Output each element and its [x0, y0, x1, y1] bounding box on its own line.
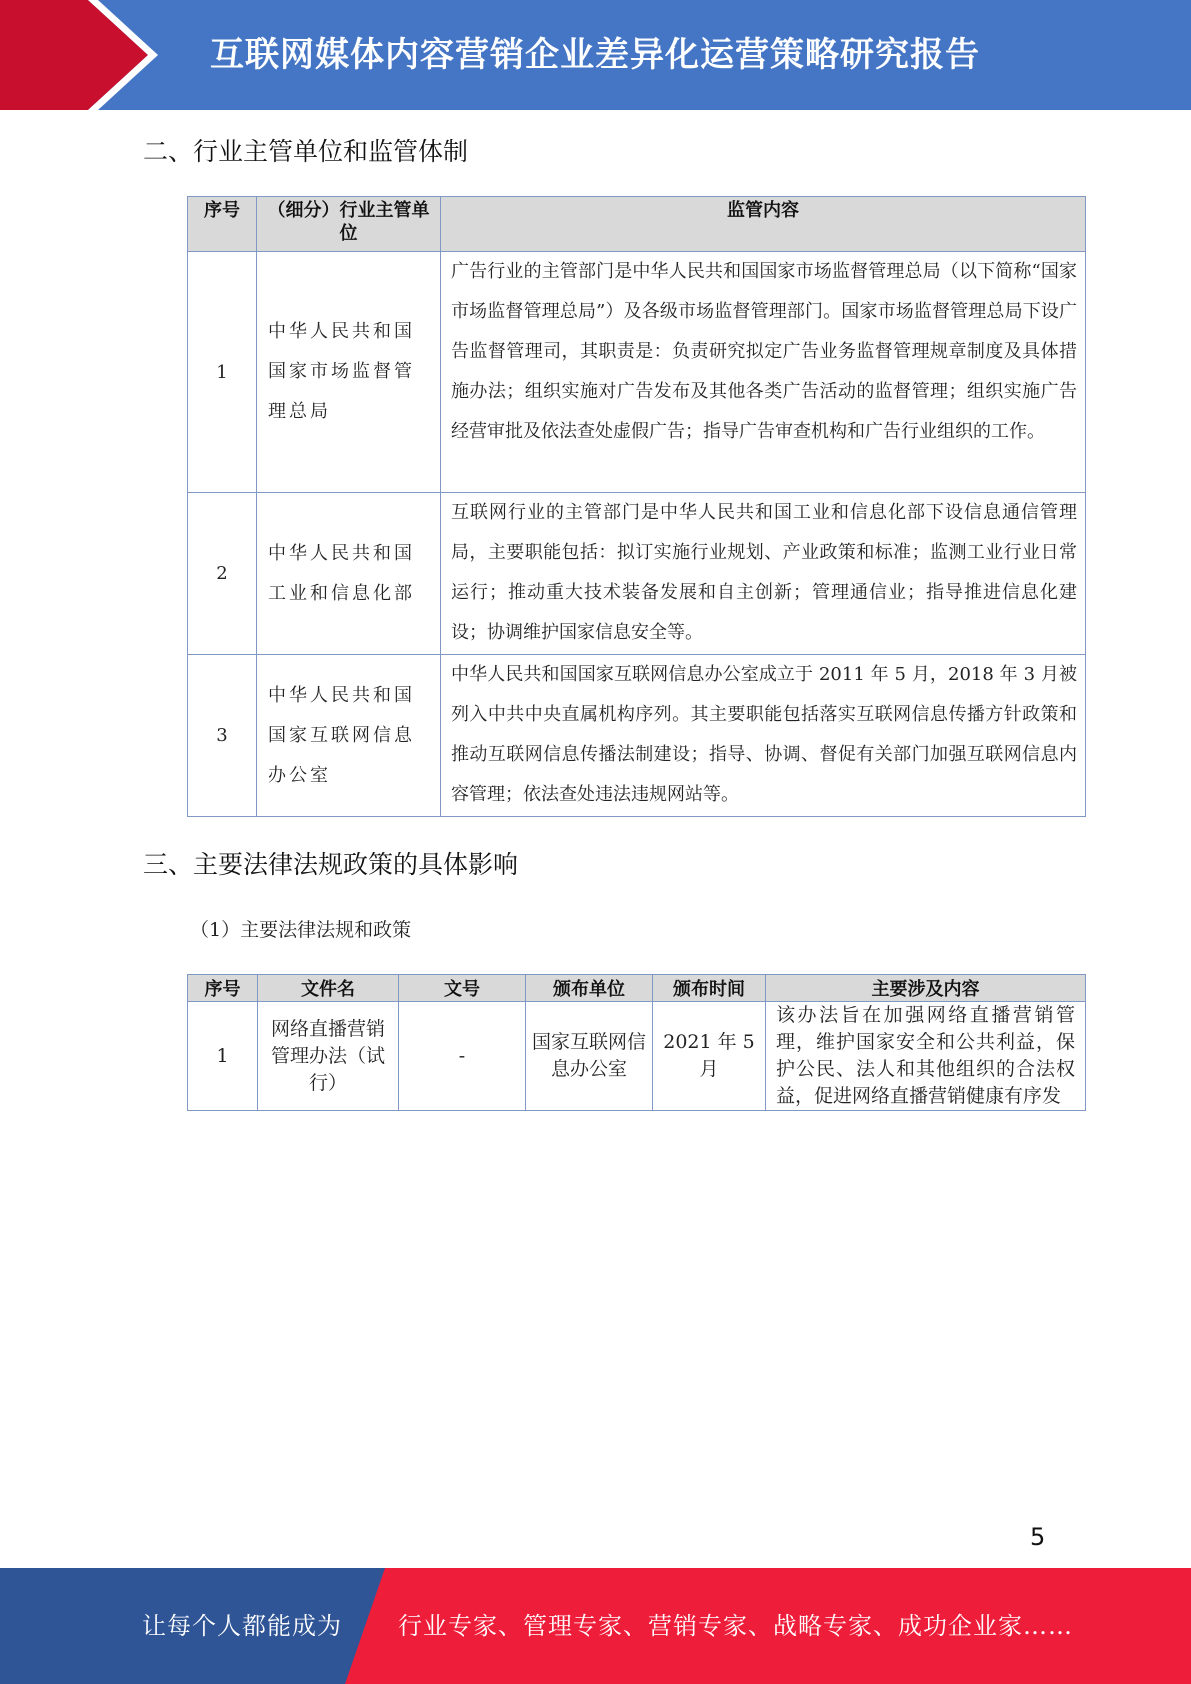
issue-date: 2021 年 5 月	[653, 1002, 766, 1111]
row-number: 3	[188, 655, 257, 817]
section-heading-regulators: 二、行业主管单位和监管体制	[143, 137, 469, 166]
page-number: 5	[1030, 1523, 1046, 1551]
regulation-content: 互联网行业的主管部门是中华人民共和国工业和信息化部下设信息通信管理局，主要职能包括：拟订实施行业规划、产业政策和标准；监测工业行业日常运行；推动重大技术装备发展和自主创新；管理通信业；指导推进信息化建设；协调维护国家信息安全等。	[441, 493, 1086, 655]
table-row	[188, 655, 1086, 817]
regulation-content: 广告行业的主管部门是中华人民共和国国家市场监督管理总局（以下简称“国家市场监督管理总局”）及各级市场监督管理部门。国家市场监督管理总局下设广告监督管理司，其职责是：负责研究拟定广告业务监督管理规章制度及具体措施办法；组织实施对广告发布及其他各类广告活动的监督管理；组织实施广告经营审批及依法查处虚假广告；指导广告审查机构和广告行业组织的工作。	[441, 252, 1086, 493]
issuing-authority: 国家互联网信息办公室	[526, 1002, 653, 1111]
page-header	[0, 0, 1191, 110]
column-header-name: 文件名	[258, 975, 399, 1002]
column-header-content: 监管内容	[441, 197, 1086, 252]
footer-slogan-right: 行业专家、管理专家、营销专家、战略专家、成功企业家……	[398, 1612, 1073, 1640]
regulation-content: 中华人民共和国国家互联网信息办公室成立于 2011 年 5 月，2018 年 3 月被列入中共中央直属机构序列。其主要职能包括落实互联网信息传播方针政策和推动互联网信息传播法制建设；指导、协调、督促有关部门加强互联网信息内容管理；依法查处违法违规网站等。	[441, 655, 1086, 817]
row-number: 1	[188, 252, 257, 493]
subheading-laws-policies: （1）主要法律法规和政策	[190, 919, 412, 941]
document-number: -	[399, 1002, 526, 1111]
column-header-date: 颁布时间	[653, 975, 766, 1002]
column-header-issuer: 颁布单位	[526, 975, 653, 1002]
table-header-row	[188, 197, 1086, 252]
section-heading-laws: 三、主要法律法规政策的具体影响	[143, 850, 519, 879]
row-number: 1	[188, 1002, 258, 1111]
footer-slogan-left: 让每个人都能成为	[142, 1612, 342, 1640]
table-row	[188, 1002, 1086, 1111]
row-number: 2	[188, 493, 257, 655]
column-header-num: 序号	[188, 975, 258, 1002]
table-row	[188, 252, 1086, 493]
header-chevron-icon	[0, 0, 160, 110]
regulator-name: 中华人民共和国国家互联网信息办公室	[257, 655, 441, 817]
laws-table	[187, 974, 1086, 1111]
column-header-num: 序号	[188, 197, 257, 252]
regulator-name: 中华人民共和国工业和信息化部	[257, 493, 441, 655]
table-row	[188, 493, 1086, 655]
main-content: 该办法旨在加强网络直播营销管理，维护国家安全和公共利益，保护公民、法人和其他组织的合法权益，促进网络直播营销健康有序发	[766, 1002, 1086, 1111]
column-header-doc-no: 文号	[399, 975, 526, 1002]
table-header-row	[188, 975, 1086, 1002]
column-header-unit: （细分）行业主管单位	[257, 197, 441, 252]
column-header-content: 主要涉及内容	[766, 975, 1086, 1002]
regulator-name: 中华人民共和国国家市场监督管理总局	[257, 252, 441, 493]
report-title: 互联网媒体内容营销企业差异化运营策略研究报告	[210, 35, 980, 75]
page-footer	[0, 1568, 1191, 1684]
document-name: 网络直播营销管理办法（试行）	[258, 1002, 399, 1111]
regulator-table	[187, 196, 1086, 817]
